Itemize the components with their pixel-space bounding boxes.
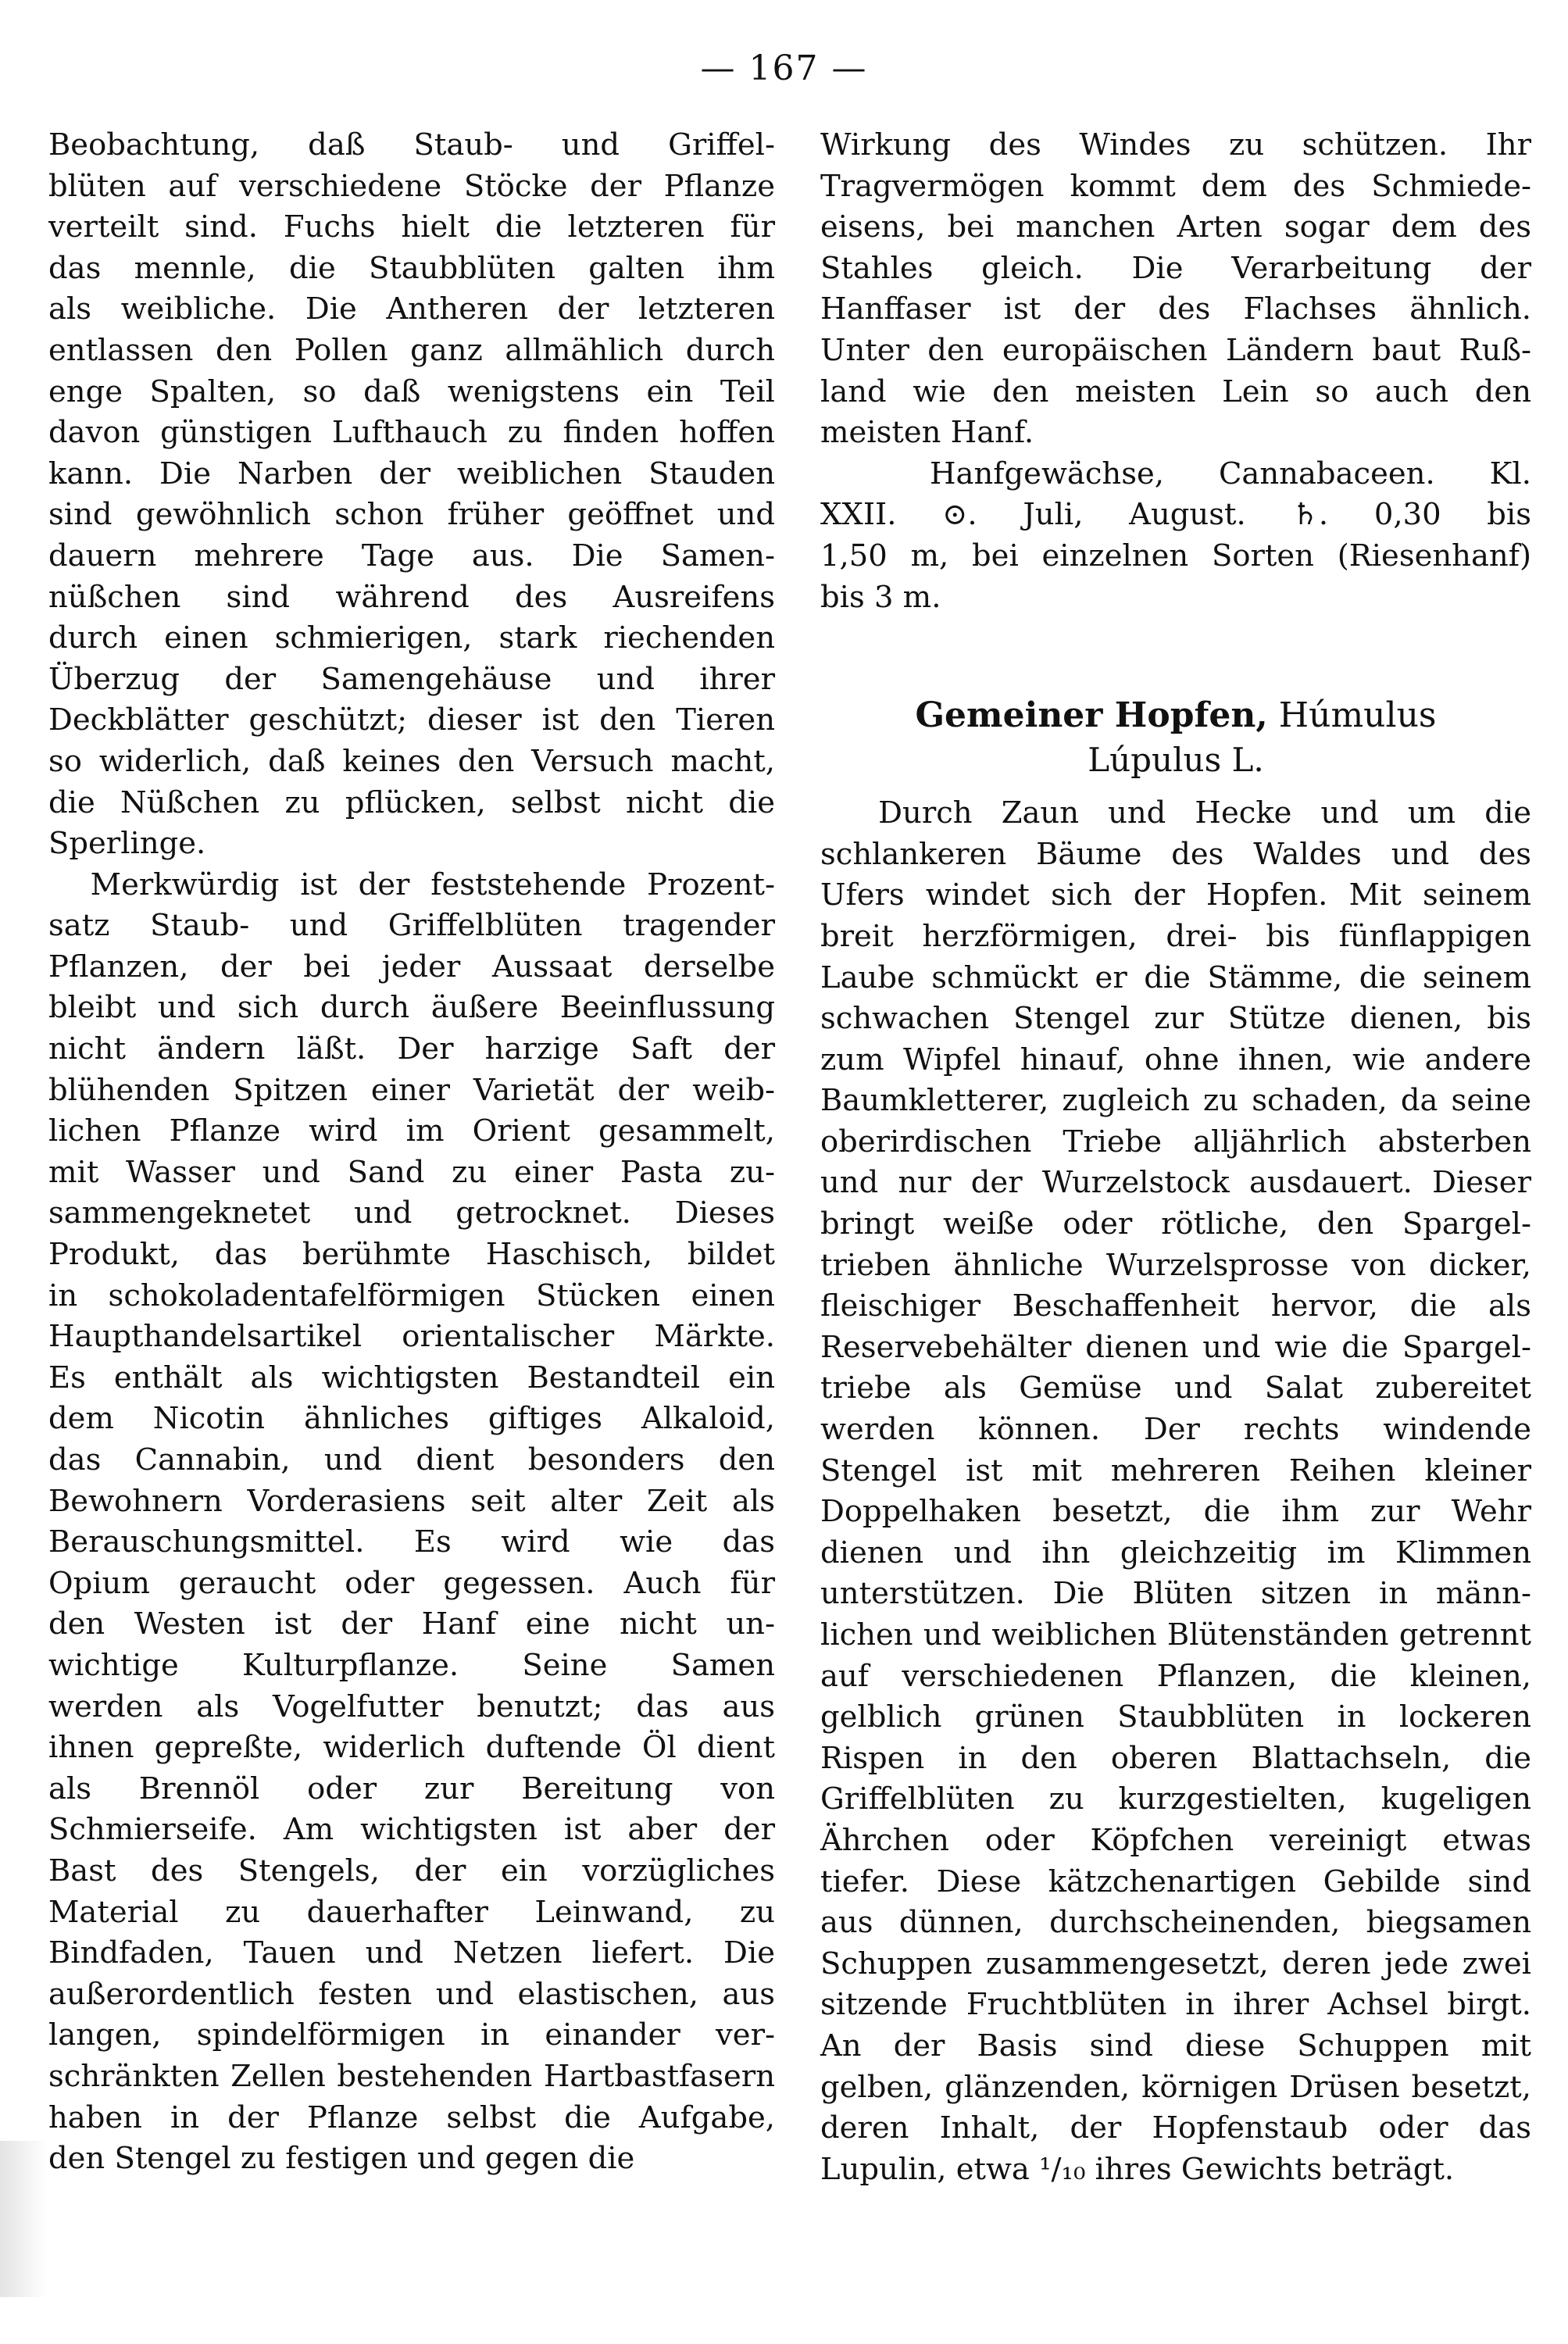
text-line: dem Nicotin ähnliches giftiges Alkaloid, — [48, 1401, 775, 1437]
text-line: auf verschiedenen Pflanzen, die kleinen, — [820, 1658, 1531, 1694]
text-line: Schmierseife. Am wichtigsten ist aber der — [48, 1812, 775, 1848]
text-line: enge Spalten, so daß wenigstens ein Teil — [48, 373, 775, 409]
text-line: deren Inhalt, der Hopfenstaub oder das — [820, 2110, 1531, 2146]
text-line: blüten auf verschiedene Stöcke der Pflanze — [48, 168, 775, 204]
text-line: gelblich grünen Staubblüten in lockeren — [820, 1699, 1531, 1735]
text-line: Produkt, das berühmte Haschisch, bildet — [48, 1237, 775, 1273]
text-line: mit Wasser und Sand zu einer Pasta zu- — [48, 1154, 775, 1190]
text-line: als weibliche. Die Antheren der letzteren — [48, 291, 775, 327]
text-line: Griffelblüten zu kurzgestielten, kugeligen — [820, 1781, 1531, 1817]
text-line: An der Basis sind diese Schuppen mit — [820, 2028, 1531, 2064]
text-line: Wirkung des Windes zu schützen. Ihr — [820, 127, 1531, 163]
text-line: ihnen gepreßte, widerlich duftende Öl dient — [48, 1730, 775, 1766]
text-line: Reservebehälter dienen und wie die Spargel- — [820, 1329, 1531, 1365]
text-line: trieben ähnliche Wurzelsprosse von dicker, — [820, 1247, 1531, 1283]
scan-shadow — [0, 2141, 47, 2297]
text-line: lichen und weiblichen Blütenständen getrennt — [820, 1617, 1531, 1653]
text-line: in schokoladentafelförmigen Stücken einen — [48, 1277, 775, 1313]
text-line: Stengel ist mit mehreren Reihen kleiner — [820, 1452, 1531, 1488]
text-line: schränkten Zellen bestehenden Hartbastfasern — [48, 2058, 775, 2094]
text-line: Stahles gleich. Die Verarbeitung der — [820, 250, 1531, 286]
text-line: bringt weiße oder rötliche, den Spargel- — [820, 1206, 1531, 1242]
text-line: nüßchen sind während des Ausreifens — [48, 579, 775, 615]
text-line: Hanffaser ist der des Flachses ähnlich. — [820, 291, 1531, 327]
text-line: entlassen den Pollen ganz allmählich durch — [48, 332, 775, 368]
text-line: als Brennöl oder zur Bereitung von — [48, 1771, 775, 1806]
text-line: Durch Zaun und Hecke und um die — [820, 795, 1531, 831]
left-column — [48, 125, 775, 2180]
text-line: schwachen Stengel zur Stütze dienen, bis — [820, 1001, 1531, 1037]
text-line: zum Wipfel hinauf, ohne ihnen, wie andere — [820, 1042, 1531, 1077]
text-line: bleibt und sich durch äußere Beeinflussung — [48, 990, 775, 1026]
text-line: Haupthandelsartikel orientalischer Märkte. — [48, 1319, 775, 1355]
text-line: verteilt sind. Fuchs hielt die letzteren für — [48, 209, 775, 245]
text-line: dauern mehrere Tage aus. Die Samen- — [48, 538, 775, 573]
text-line: Überzug der Samengehäuse und ihrer — [48, 661, 775, 697]
text-line: Laube schmückt er die Stämme, die seinem — [820, 959, 1531, 995]
text-line: lichen Pflanze wird im Orient gesammelt, — [48, 1113, 775, 1149]
text-line: eisens, bei manchen Arten sogar dem des — [820, 209, 1531, 245]
text-line: die Nüßchen zu pflücken, selbst nicht die — [48, 784, 775, 820]
text-line: dienen und ihn gleichzeitig im Klimmen — [820, 1535, 1531, 1570]
text-line: den Stengel zu festigen und gegen die — [48, 2141, 635, 2177]
text-line: XXII. ⊙. Juli, August. ♄. 0,30 bis — [820, 497, 1531, 533]
text-line: und nur der Wurzelstock ausdauert. Dieser — [820, 1165, 1531, 1201]
text-line: meisten Hanf. — [820, 415, 1034, 451]
text-line: so widerlich, daß keines den Versuch macht, — [48, 743, 775, 779]
text-line: Beobachtung, daß Staub- und Griffel- — [48, 127, 775, 163]
text-line: Bindfaden, Tauen und Netzen liefert. Die — [48, 1935, 775, 1971]
text-line: Tragvermögen kommt dem des Schmiede- — [820, 168, 1531, 204]
text-line: Opium geraucht oder gegessen. Auch für — [48, 1565, 775, 1601]
right-column — [820, 125, 1531, 2190]
text-line: Bast des Stengels, der ein vorzügliches — [48, 1853, 775, 1888]
heading-latin-species: Lúpulus L. — [1088, 741, 1264, 780]
text-line: gelben, glänzenden, körnigen Drüsen besetzt, — [820, 2069, 1531, 2105]
text-line: haben in der Pflanze selbst die Aufgabe, — [48, 2099, 775, 2135]
text-line: sind gewöhnlich schon früher geöffnet und — [48, 497, 775, 533]
text-line: bis 3 m. — [820, 579, 941, 615]
text-line: breit herzförmigen, drei- bis fünflappigen — [820, 918, 1531, 954]
text-line: Lupulin, etwa ¹/₁₀ ihres Gewichts beträgt. — [820, 2151, 1455, 2187]
text-line: außerordentlich festen und elastischen, aus — [48, 1976, 775, 2012]
text-line: fleischiger Beschaffenheit hervor, die als — [820, 1288, 1531, 1324]
text-line: werden als Vogelfutter benutzt; das aus — [48, 1688, 775, 1724]
text-line: schlankeren Bäume des Waldes und des — [820, 836, 1531, 872]
text-line: Hanfgewächse, Cannabaceen. Kl. — [820, 456, 1531, 491]
text-line: nicht ändern läßt. Der harzige Saft der — [48, 1031, 775, 1067]
text-line: davon günstigen Lufthauch zu finden hoffen — [48, 415, 775, 451]
right-column-body-text — [820, 793, 1531, 2190]
text-line: kann. Die Narben der weiblichen Stauden — [48, 456, 775, 491]
text-line: Berauschungsmittel. Es wird wie das — [48, 1524, 775, 1560]
text-line: den Westen ist der Hanf eine nicht un- — [48, 1606, 775, 1642]
text-line: wichtige Kulturpflanze. Seine Samen — [48, 1647, 775, 1683]
text-line: oberirdischen Triebe alljährlich absterben — [820, 1124, 1531, 1159]
text-line: Merkwürdig ist der feststehende Prozent- — [48, 866, 775, 902]
text-line: 1,50 m, bei einzelnen Sorten (Riesenhanf) — [820, 538, 1531, 573]
text-line: blühenden Spitzen einer Varietät der weib- — [48, 1072, 775, 1108]
text-line: das mennle, die Staubblüten galten ihm — [48, 250, 775, 286]
text-line: sitzende Fruchtblüten in ihrer Achsel birgt. — [820, 1987, 1531, 2023]
text-line: triebe als Gemüse und Salat zubereitet — [820, 1370, 1531, 1406]
page-number: — 167 — — [700, 48, 868, 88]
text-line: langen, spindelförmigen in einander ver- — [48, 2017, 775, 2053]
text-line: Sperlinge. — [48, 826, 206, 862]
text-line: satz Staub- und Griffelblüten tragender — [48, 908, 775, 944]
text-line: aus dünnen, durchscheinenden, biegsamen — [820, 1905, 1531, 1941]
text-line: Doppelhaken besetzt, die ihm zur Wehr — [820, 1494, 1531, 1530]
text-line: sammengeknetet und getrocknet. Dieses — [48, 1195, 775, 1231]
text-line: Unter den europäischen Ländern baut Ruß- — [820, 332, 1531, 368]
section-heading — [820, 693, 1531, 738]
text-line: Baumkletterer, zugleich zu schaden, da seine — [820, 1083, 1531, 1119]
text-line: Rispen in den oberen Blattachseln, die — [820, 1740, 1531, 1776]
text-line: das Cannabin, und dient besonders den — [48, 1442, 775, 1478]
text-line: Pflanzen, der bei jeder Aussaat derselbe — [48, 949, 775, 984]
heading-latin-genus: Húmulus — [1278, 695, 1437, 736]
text-line: land wie den meisten Lein so auch den — [820, 373, 1531, 409]
text-line: durch einen schmierigen, stark riechenden — [48, 620, 775, 656]
text-line: tiefer. Diese kätzchenartigen Gebilde sind — [820, 1863, 1531, 1899]
text-line: werden können. Der rechts windende — [820, 1412, 1531, 1448]
text-line: Schuppen zusammengesetzt, deren jede zwei — [820, 1946, 1531, 1981]
text-line: Material zu dauerhafter Leinwand, zu — [48, 1894, 775, 1930]
section-spacer — [820, 618, 1531, 693]
text-line: unterstützen. Die Blüten sitzen in männ- — [820, 1576, 1531, 1612]
text-line: Deckblätter geschützt; dieser ist den Tieren — [48, 702, 775, 738]
text-line: Ufers windet sich der Hopfen. Mit seinem — [820, 877, 1531, 913]
right-column-top-text — [820, 125, 1531, 618]
heading-german-name: Gemeiner Hopfen, — [915, 695, 1268, 736]
text-line: Bewohnern Vorderasiens seit alter Zeit als — [48, 1483, 775, 1519]
text-line: Ährchen oder Köpfchen vereinigt etwas — [820, 1822, 1531, 1858]
text-line: Es enthält als wichtigsten Bestandteil ein — [48, 1360, 775, 1395]
